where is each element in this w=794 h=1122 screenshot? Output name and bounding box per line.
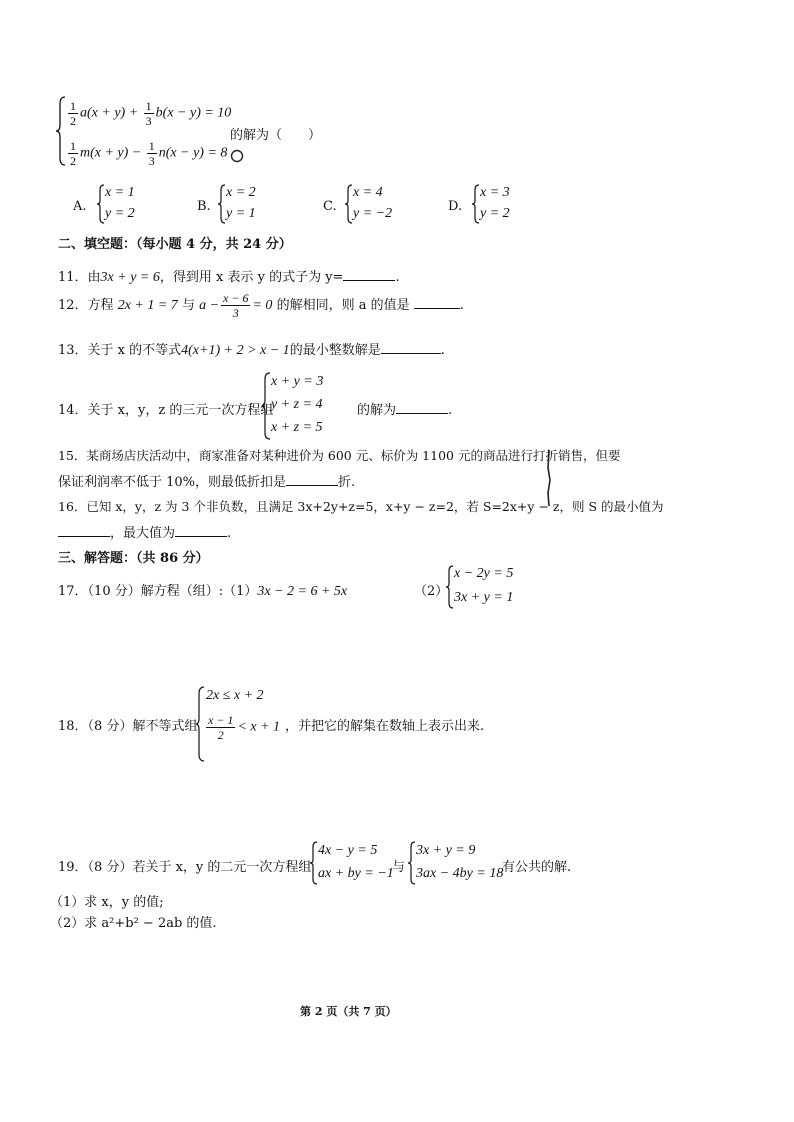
q14-text: 14．关于 x，y，z 的三元一次方程组 <box>58 403 274 418</box>
q17-part-2-label: （2） <box>414 584 449 599</box>
q14-line-3: x + z = 5 <box>271 420 323 435</box>
section-3-title: 三、解答题：（共 86 分） <box>58 551 209 566</box>
q10-option-d-label[interactable]: D. <box>448 199 463 214</box>
q19-system-2-line-2: 3ax − 4by = 18 <box>416 866 504 881</box>
q19-system-2-line-1: 3x + y = 9 <box>416 843 476 858</box>
q10-system-brace <box>56 96 66 166</box>
section-2-title: 二、填空题：（每小题 4 分，共 24 分） <box>58 237 292 252</box>
q19-system-1-line-2: ax + by = −1 <box>318 866 394 881</box>
q10-option-c-brace <box>345 184 353 224</box>
q10-equation-1: $\frac{1}{2}$ a(x + y) + $\frac{1}{3}$ b(x − y) = 10 <box>70 99 232 128</box>
q18-line-2: $\frac{x - 1}{2}$ < x + 1 <box>208 713 281 742</box>
q10-option-c-line1: x = 4 <box>353 185 383 200</box>
q11-answer-blank[interactable] <box>343 268 395 281</box>
q14-answer-blank[interactable] <box>396 401 448 414</box>
q19-system-1-line-1: 4x − y = 5 <box>318 843 378 858</box>
q17-line-1: x − 2y = 5 <box>454 566 514 581</box>
q17-system-brace <box>446 565 454 609</box>
q15-line-2: 保证利润率不低于 10%，则最低折扣是 折. <box>58 475 356 490</box>
q10-solution-label: 的解为（ ） <box>230 128 322 143</box>
q13: 13．关于 x 的不等式4(x+1) + 2 > x − 1的最小整数解是 . <box>58 343 445 358</box>
q16-line-1: 16．已知 x，y，z 为 3 个非负数，且满足 3x+2y+z=5，x+y − z=2，若 S=2x+y − z，则 S 的最小值为 <box>58 499 664 514</box>
q10-option-c-line2: y = −2 <box>353 206 393 221</box>
q10-option-a-line1: x = 1 <box>105 185 135 200</box>
q14-line-1: x + y = 3 <box>271 374 324 389</box>
q10-option-b-line1: x = 2 <box>226 185 256 200</box>
q15-line-1: 15．某商场店庆活动中，商家准备对某种进价为 600 元、标价为 1100 元的商品进行打折销售，但要 <box>58 448 621 463</box>
q17-part-1: 17．（10 分）解方程（组）:（1）3x − 2 = 6 + 5x <box>58 584 348 599</box>
q10-option-b-line2: y = 1 <box>226 206 256 221</box>
q19-system-2-brace <box>408 841 416 885</box>
q17-line-2: 3x + y = 1 <box>454 590 514 605</box>
q14-answer: 的解为 . <box>357 403 453 418</box>
q10-option-c-label[interactable]: C. <box>323 199 337 214</box>
q19-sub-2: （2）求 a²+b² − 2ab 的值. <box>50 916 217 931</box>
q13-answer-blank[interactable] <box>381 341 441 354</box>
q19-sub-1: （1）求 x，y 的值; <box>50 895 164 910</box>
scan-circle-mark-icon <box>230 149 244 163</box>
q19-text: 19．（8 分）若关于 x，y 的二元一次方程组 <box>58 860 312 875</box>
q10-equation-2: $\frac{1}{2}$ m(x + y) − $\frac{1}{3}$ n(x − y) = 8 <box>70 139 228 168</box>
q19-connector: 与 <box>392 860 406 875</box>
q19-system-1-brace <box>310 841 318 885</box>
q10-option-b-label[interactable]: B. <box>197 199 211 214</box>
q14-system-brace <box>262 372 271 440</box>
q19-end-text: 有公共的解. <box>502 860 572 875</box>
q10-option-d-line2: y = 2 <box>480 206 510 221</box>
q16-line-2: ，最大值为 . <box>58 522 231 541</box>
q10-option-b-brace <box>218 184 226 224</box>
q12-answer-blank[interactable] <box>414 296 460 309</box>
q18-line-1: 2x ≤ x + 2 <box>206 688 264 703</box>
page-footer: 第 2 页（共 7 页） <box>300 1005 397 1018</box>
q10-option-d-brace <box>472 184 480 224</box>
q10-option-d-line1: x = 3 <box>480 185 510 200</box>
q18-text: 18．（8 分）解不等式组 <box>58 719 198 734</box>
q16-max-blank[interactable] <box>175 524 227 537</box>
q16-min-blank[interactable] <box>58 524 110 537</box>
q12: 12．方程 2x + 1 = 7 与 a − $\frac{x - 6}{3}$ = 0 的解相同，则 a 的值是 . <box>58 291 464 320</box>
q10-option-a-label[interactable]: A. <box>73 199 87 214</box>
q15-answer-blank[interactable] <box>286 473 338 486</box>
q14-line-2: y + z = 4 <box>271 397 323 412</box>
q18-instruction: ，并把它的解集在数轴上表示出来. <box>285 719 485 734</box>
q10-option-a-brace <box>97 184 105 224</box>
q10-option-a-line2: y = 2 <box>105 206 135 221</box>
q11: 11．由3x + y = 6，得到用 x 表示 y 的式子为 y= . <box>58 270 400 285</box>
